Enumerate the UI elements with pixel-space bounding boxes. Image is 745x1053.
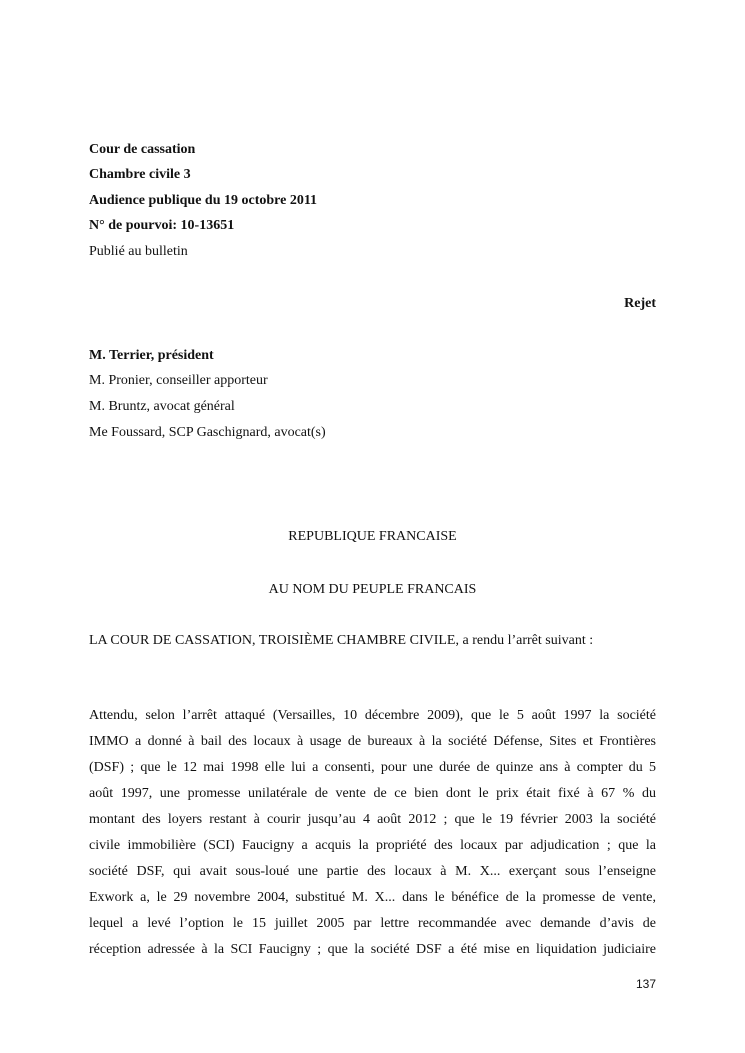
court-name: Cour de cassation — [89, 142, 196, 157]
court-intro: LA COUR DE CASSATION, TROISIÈME CHAMBRE CIVILE, a rendu l’arrêt suivant : — [89, 633, 594, 648]
body-line: Exwork a, le 29 novembre 2004, substitué M. X... dans le bénéfice de la promesse de vente, — [89, 890, 656, 905]
judgment-body — [89, 703, 656, 963]
body-line: réception adressée à la SCI Faucigny ; que la société DSF a été mise en liquidation judiciaire — [89, 942, 656, 957]
body-line: montant des loyers restant à courir jusqu’au 4 août 2012 ; que le 19 février 2003 la société — [89, 812, 656, 827]
rapporteur: M. Pronier, conseiller apporteur — [89, 373, 268, 388]
body-line: août 1997, une promesse unilatérale de vente de ce bien dont le prix était fixé à 67 % du — [89, 786, 656, 801]
body-line: Attendu, selon l’arrêt attaqué (Versailles, 10 décembre 2009), que le 5 août 1997 la société — [89, 708, 656, 723]
hearing-date: Audience publique du 19 octobre 2011 — [89, 193, 318, 208]
body-line: (DSF) ; que le 12 mai 1998 elle lui a consenti, pour une durée de quinze ans à compter du 5 — [89, 760, 656, 775]
lawyers: Me Foussard, SCP Gaschignard, avocat(s) — [89, 425, 326, 440]
people-title: AU NOM DU PEUPLE FRANCAIS — [268, 582, 477, 597]
body-line: lequel a levé l’option le 15 juillet 2005 par lettre recommandée avec demande d’avis de — [89, 916, 656, 931]
advocate-general: M. Bruntz, avocat général — [89, 399, 235, 414]
body-line: civile immobilière (SCI) Faucigny a acquis la propriété des locaux par adjudication ; que la — [89, 838, 656, 853]
president: M. Terrier, président — [89, 348, 214, 363]
chamber-name: Chambre civile 3 — [89, 167, 191, 182]
decision-outcome: Rejet — [624, 296, 656, 311]
publication-status: Publié au bulletin — [89, 244, 188, 259]
body-line: IMMO a donné à bail des locaux à usage de bureaux à la société Défense, Sites et Frontières — [89, 734, 656, 749]
page-number: 137 — [635, 977, 656, 991]
body-line: société DSF, qui avait sous-loué une partie des locaux à M. X... exerçant sous l’enseigne — [89, 864, 656, 879]
republic-title: REPUBLIQUE FRANCAISE — [288, 529, 457, 544]
appeal-number: N° de pourvoi: 10-13651 — [89, 218, 235, 233]
